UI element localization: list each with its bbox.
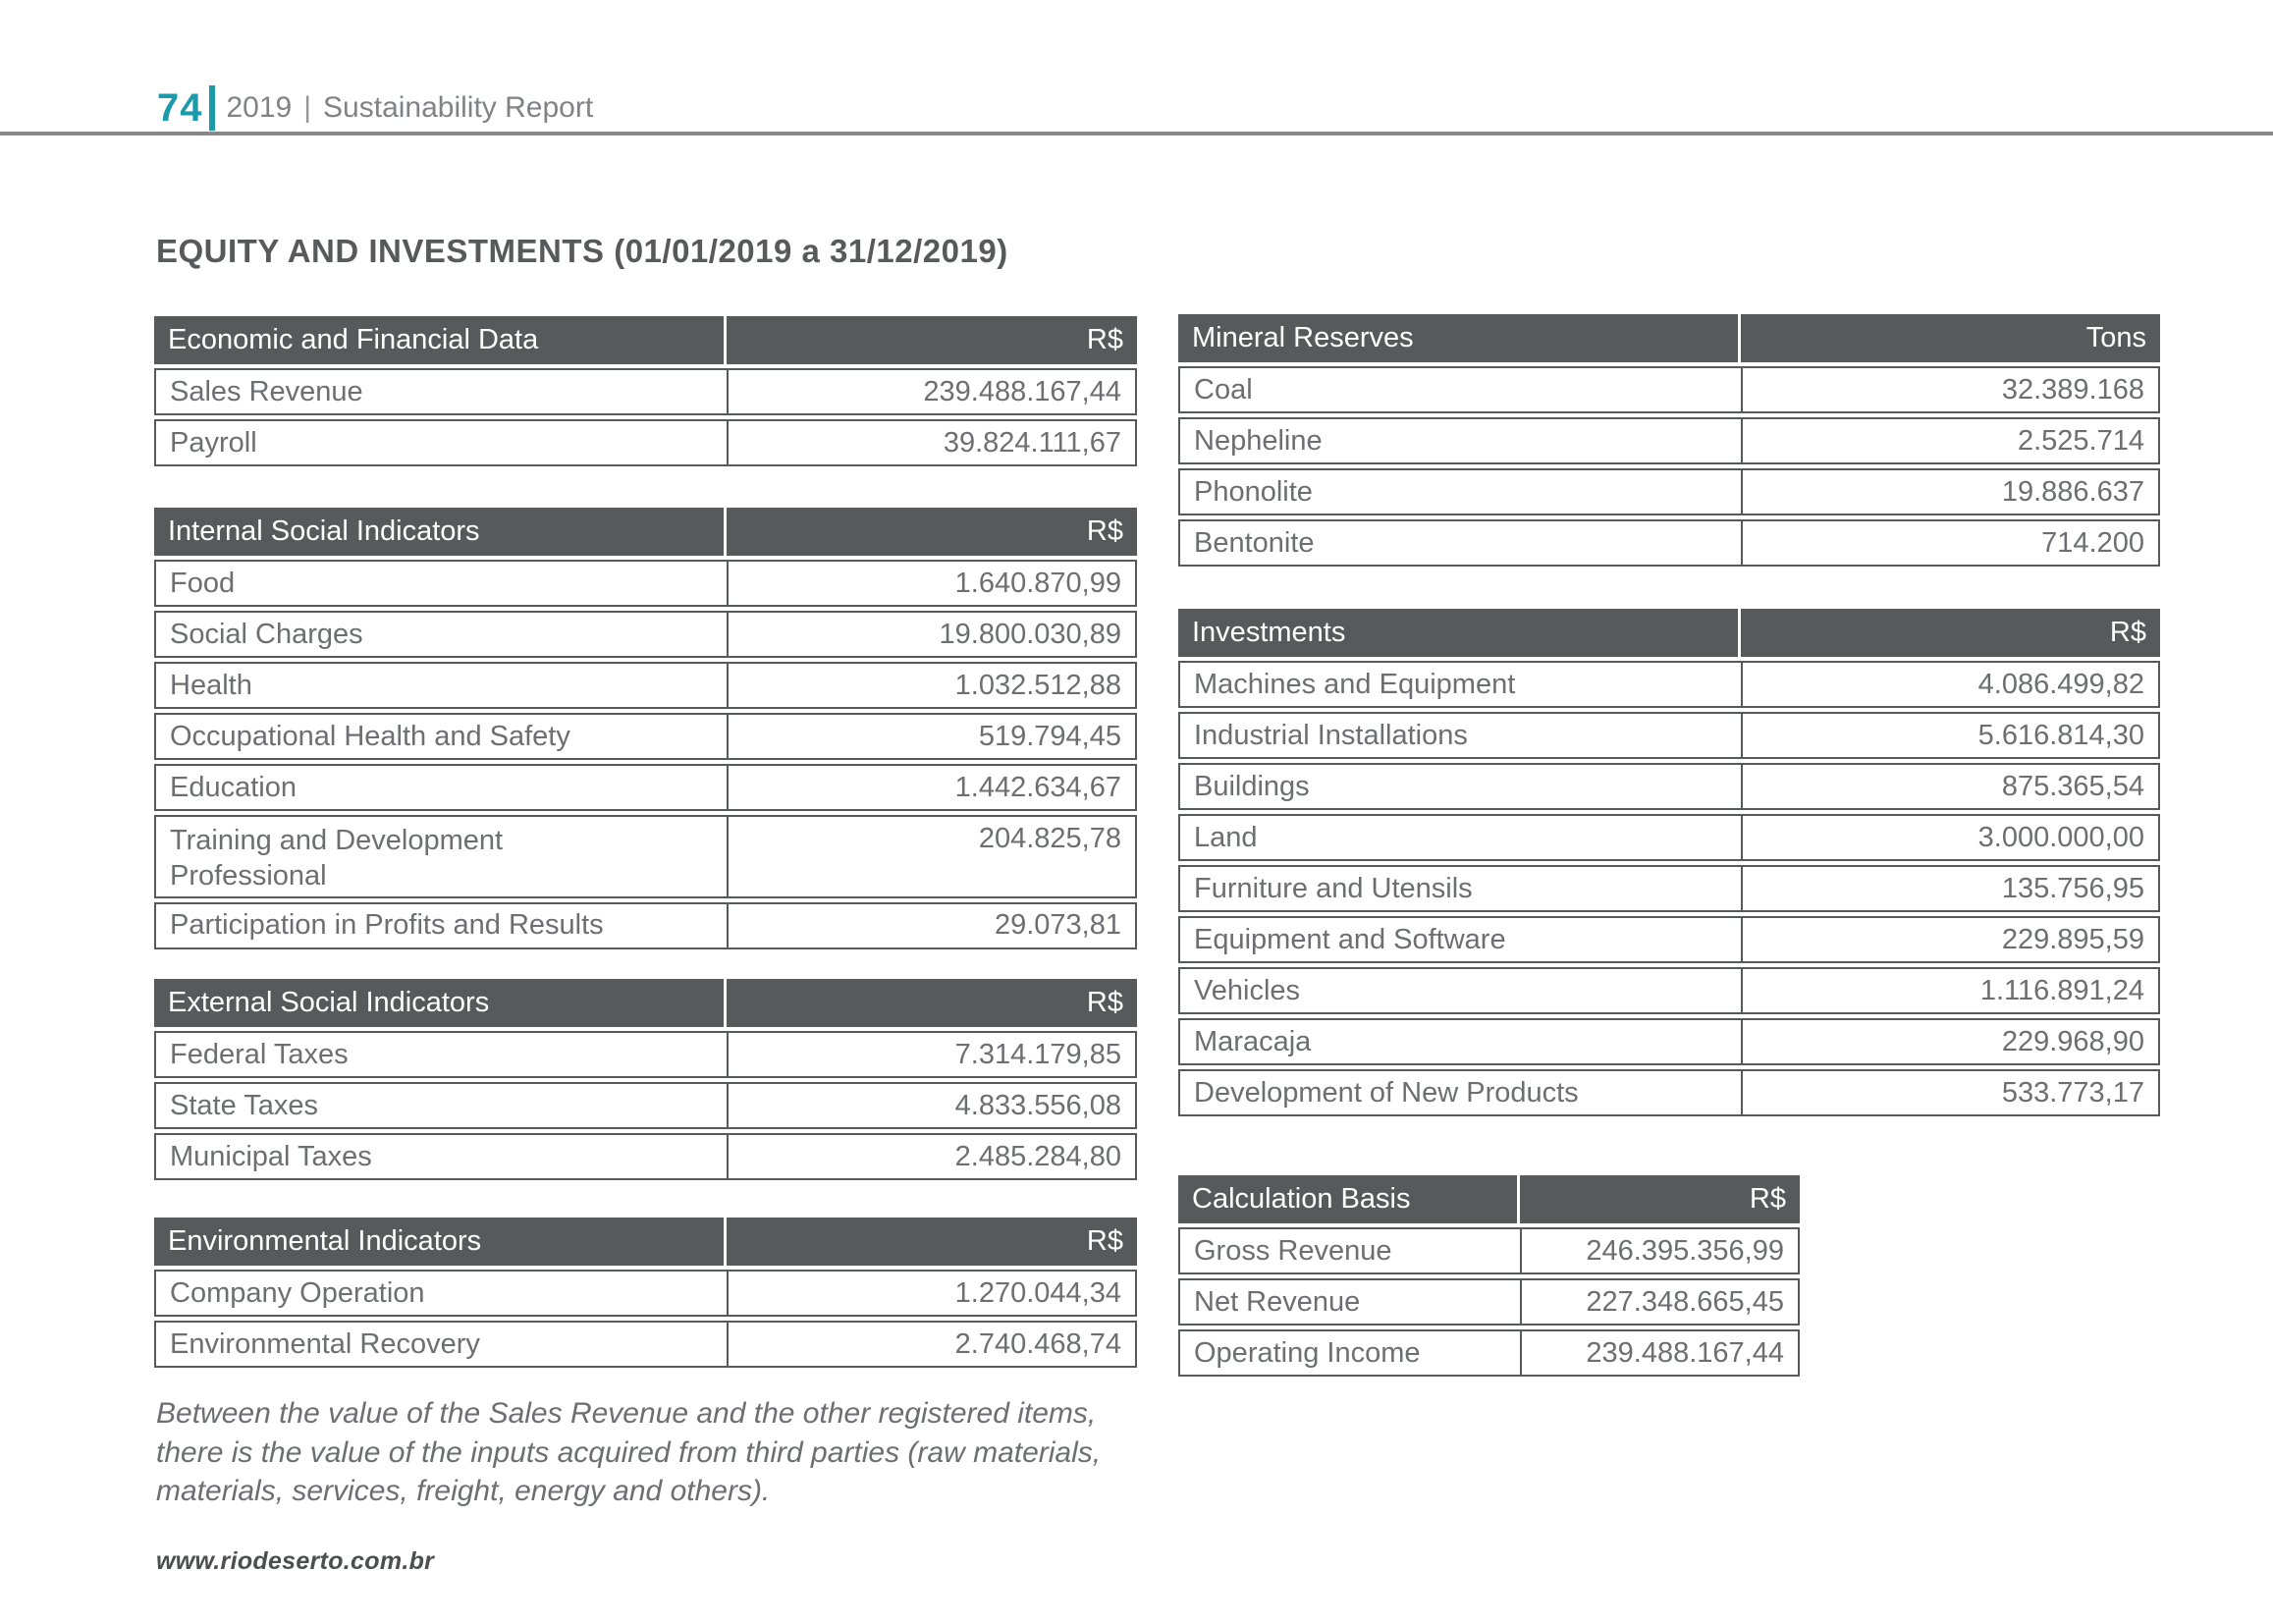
row-label: Operating Income <box>1178 1329 1520 1377</box>
table-row <box>154 1270 1137 1317</box>
table-title: Internal Social Indicators <box>154 508 727 556</box>
table-row <box>154 611 1137 658</box>
table-row <box>1178 865 2160 912</box>
row-value: 1.032.512,88 <box>727 662 1137 709</box>
row-label: Participation in Profits and Results <box>154 902 727 949</box>
header-rule <box>0 132 2273 135</box>
row-value: 1.116.891,24 <box>1741 967 2160 1014</box>
table-row <box>1178 1069 2160 1116</box>
footnote: Between the value of the Sales Revenue and the other registered items, there is the value of the inputs acquired from third parties (raw materials, materials, services, freight, energy and others). <box>156 1397 1102 1508</box>
table-row <box>1178 661 2160 708</box>
table-header-row <box>154 316 1137 364</box>
row-value: 39.824.111,67 <box>727 419 1137 466</box>
table-row <box>154 713 1137 760</box>
table-header-row <box>1178 314 2160 362</box>
row-label: Land <box>1178 814 1741 861</box>
row-value: 4.833.556,08 <box>727 1082 1137 1129</box>
row-label: Machines and Equipment <box>1178 661 1741 708</box>
page-number: 74 <box>157 85 203 130</box>
row-label: Industrial Installations <box>1178 712 1741 759</box>
row-value: 1.270.044,34 <box>727 1270 1137 1317</box>
row-value: 714.200 <box>1741 519 2160 567</box>
row-label: Furniture and Utensils <box>1178 865 1741 912</box>
row-value: 19.800.030,89 <box>727 611 1137 658</box>
environmental-indicators-table-grid <box>154 1214 1137 1372</box>
calculation-basis-table-grid <box>1178 1171 1800 1380</box>
economic-financial-table <box>154 312 1137 470</box>
table-title: External Social Indicators <box>154 979 727 1027</box>
page-number-divider-bar <box>209 85 215 131</box>
table-row <box>154 764 1137 811</box>
table-row <box>1178 967 2160 1014</box>
table-row <box>154 560 1137 607</box>
row-label: Nepheline <box>1178 417 1741 464</box>
table-header-row <box>1178 609 2160 657</box>
table-row <box>154 1031 1137 1078</box>
row-value: 227.348.665,45 <box>1520 1278 1800 1326</box>
table-title: Mineral Reserves <box>1178 314 1741 362</box>
investments-table <box>1178 605 2160 1120</box>
row-value: 29.073,81 <box>727 902 1137 949</box>
table-row <box>1178 1018 2160 1065</box>
row-value: 239.488.167,44 <box>1520 1329 1800 1377</box>
row-value: 204.825,78 <box>727 815 1137 898</box>
table-unit: R$ <box>727 1218 1137 1266</box>
row-value: 19.886.637 <box>1741 468 2160 515</box>
row-value: 2.485.284,80 <box>727 1133 1137 1180</box>
row-label: Social Charges <box>154 611 727 658</box>
row-value: 135.756,95 <box>1741 865 2160 912</box>
table-row <box>154 1321 1137 1368</box>
table-row <box>154 1082 1137 1129</box>
website-link: www.riodeserto.com.br <box>156 1547 435 1575</box>
row-label: Education <box>154 764 727 811</box>
row-label: Buildings <box>1178 763 1741 810</box>
external-social-indicators-table-grid <box>154 975 1137 1184</box>
header-meta <box>227 91 594 125</box>
row-value: 3.000.000,00 <box>1741 814 2160 861</box>
mineral-reserves-table-grid <box>1178 310 2160 570</box>
internal-social-indicators-table-grid <box>154 504 1137 953</box>
row-value: 875.365,54 <box>1741 763 2160 810</box>
row-value: 5.616.814,30 <box>1741 712 2160 759</box>
table-row <box>1178 916 2160 963</box>
row-label: Environmental Recovery <box>154 1321 727 1368</box>
header-year: 2019 <box>226 91 293 124</box>
table-row <box>154 902 1137 949</box>
calculation-basis-table <box>1178 1171 1800 1380</box>
row-value: 533.773,17 <box>1741 1069 2160 1116</box>
table-title: Calculation Basis <box>1178 1175 1520 1223</box>
row-label: Municipal Taxes <box>154 1133 727 1180</box>
row-label: Health <box>154 662 727 709</box>
row-label: Payroll <box>154 419 727 466</box>
table-row <box>1178 366 2160 413</box>
table-title: Investments <box>1178 609 1741 657</box>
row-label: Equipment and Software <box>1178 916 1741 963</box>
row-label: Coal <box>1178 366 1741 413</box>
mineral-reserves-table <box>1178 310 2160 570</box>
table-row <box>1178 1278 1800 1326</box>
row-label: Occupational Health and Safety <box>154 713 727 760</box>
row-value: 1.442.634,67 <box>727 764 1137 811</box>
table-row <box>1178 468 2160 515</box>
table-row <box>1178 763 2160 810</box>
table-header-row <box>1178 1175 1800 1223</box>
table-row <box>154 815 1137 898</box>
row-label: Gross Revenue <box>1178 1227 1520 1274</box>
economic-financial-table-grid <box>154 312 1137 470</box>
table-row <box>1178 519 2160 567</box>
table-unit: R$ <box>1741 609 2160 657</box>
environmental-indicators-table <box>154 1214 1137 1372</box>
row-label: Vehicles <box>1178 967 1741 1014</box>
row-label: Net Revenue <box>1178 1278 1520 1326</box>
row-value: 7.314.179,85 <box>727 1031 1137 1078</box>
table-unit: R$ <box>727 979 1137 1027</box>
row-label: Bentonite <box>1178 519 1741 567</box>
row-label: Maracaja <box>1178 1018 1741 1065</box>
row-value: 246.395.356,99 <box>1520 1227 1800 1274</box>
table-row <box>1178 712 2160 759</box>
table-row <box>154 662 1137 709</box>
header-report-title: Sustainability Report <box>323 91 594 124</box>
row-value: 32.389.168 <box>1741 366 2160 413</box>
row-label: Training and Development Professional <box>154 815 727 898</box>
table-row <box>1178 1227 1800 1274</box>
table-row <box>1178 417 2160 464</box>
row-value: 2.740.468,74 <box>727 1321 1137 1368</box>
row-value: 229.968,90 <box>1741 1018 2160 1065</box>
row-value: 519.794,45 <box>727 713 1137 760</box>
table-row <box>1178 814 2160 861</box>
external-social-indicators-table <box>154 975 1137 1184</box>
investments-table-grid <box>1178 605 2160 1120</box>
table-header-row <box>154 508 1137 556</box>
section-title: EQUITY AND INVESTMENTS (01/01/2019 a 31/12/2019) <box>156 233 1008 269</box>
row-label: Development of New Products <box>1178 1069 1741 1116</box>
row-value: 2.525.714 <box>1741 417 2160 464</box>
table-unit: R$ <box>727 316 1137 364</box>
row-label: Federal Taxes <box>154 1031 727 1078</box>
table-unit: Tons <box>1741 314 2160 362</box>
table-row <box>154 419 1137 466</box>
row-value: 1.640.870,99 <box>727 560 1137 607</box>
row-value: 4.086.499,82 <box>1741 661 2160 708</box>
table-unit: R$ <box>1520 1175 1800 1223</box>
table-header-row <box>154 979 1137 1027</box>
row-label: Sales Revenue <box>154 368 727 415</box>
table-unit: R$ <box>727 508 1137 556</box>
header-separator: | <box>303 91 312 124</box>
row-value: 239.488.167,44 <box>727 368 1137 415</box>
page-header <box>157 82 593 134</box>
table-row <box>1178 1329 1800 1377</box>
row-label: State Taxes <box>154 1082 727 1129</box>
row-value: 229.895,59 <box>1741 916 2160 963</box>
table-title: Economic and Financial Data <box>154 316 727 364</box>
table-header-row <box>154 1218 1137 1266</box>
table-row <box>154 368 1137 415</box>
row-label: Company Operation <box>154 1270 727 1317</box>
table-row <box>154 1133 1137 1180</box>
internal-social-indicators-table <box>154 504 1137 953</box>
row-label: Phonolite <box>1178 468 1741 515</box>
table-title: Environmental Indicators <box>154 1218 727 1266</box>
row-label: Food <box>154 560 727 607</box>
